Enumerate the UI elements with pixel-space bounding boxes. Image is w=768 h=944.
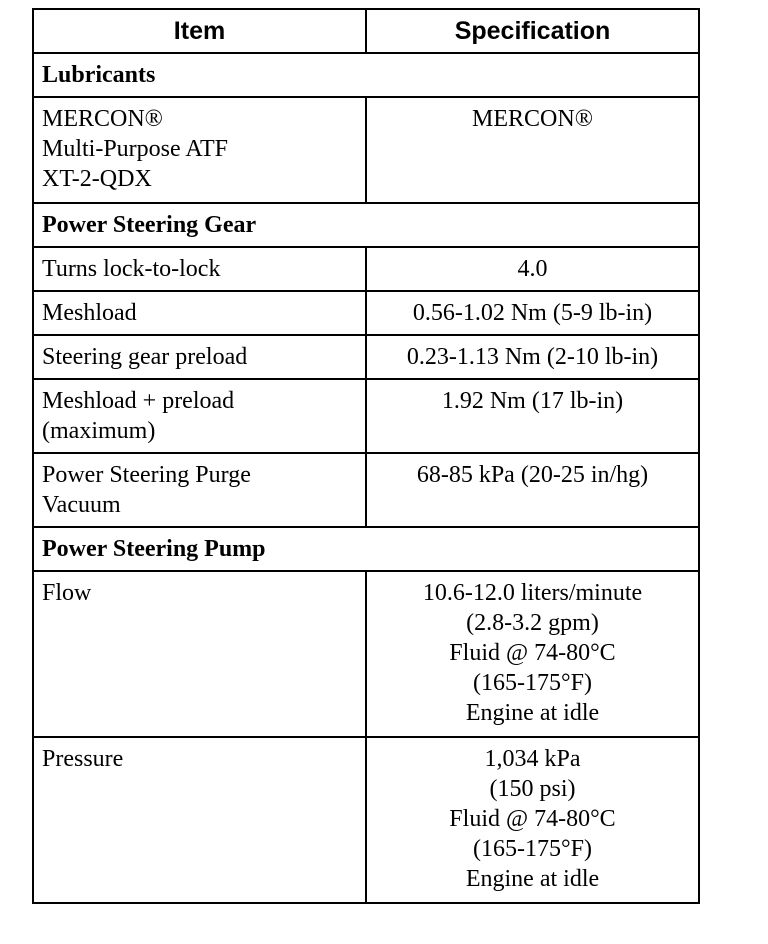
item-cell <box>33 247 366 291</box>
item-cell <box>33 737 366 903</box>
table-row <box>33 335 699 379</box>
item-line: Power Steering Purge <box>42 462 251 488</box>
spec-cell <box>366 291 699 335</box>
item-cell <box>33 453 366 527</box>
item-line: (maximum) <box>42 418 156 444</box>
spec-line: MERCON® <box>472 106 593 132</box>
table-row <box>33 247 699 291</box>
spec-line: 1.92 Nm (17 lb-in) <box>441 388 624 414</box>
item-line: MERCON® <box>42 106 163 132</box>
item-line: Steering gear preload <box>42 344 248 370</box>
spec-cell <box>366 335 699 379</box>
section-row-power-steering-pump <box>33 527 699 571</box>
table-row <box>33 97 699 203</box>
spec-cell <box>366 97 699 203</box>
spec-cell <box>366 453 699 527</box>
spec-line: 0.23-1.13 Nm (2-10 lb-in) <box>406 344 659 370</box>
item-line: Pressure <box>42 746 124 772</box>
spec-line: Fluid @ 74-80°C <box>449 640 616 666</box>
table-row <box>33 379 699 453</box>
item-line: Multi-Purpose ATF <box>42 136 229 162</box>
spec-cell <box>366 247 699 291</box>
header-row <box>33 9 699 53</box>
column-header-specification: Specification <box>366 9 699 53</box>
item-cell <box>33 379 366 453</box>
spec-cell <box>366 737 699 903</box>
spec-line: 1,034 kPa <box>484 746 581 772</box>
spec-line: 68-85 kPa (20-25 in/hg) <box>416 462 649 488</box>
item-line: Flow <box>42 580 92 606</box>
spec-line: 0.56-1.02 Nm (5-9 lb-in) <box>412 300 653 326</box>
spec-line: (165-175°F) <box>473 670 592 696</box>
spec-line: 4.0 <box>517 256 548 282</box>
table-row <box>33 737 699 903</box>
spec-line: Fluid @ 74-80°C <box>449 806 616 832</box>
item-cell <box>33 335 366 379</box>
section-row-lubricants <box>33 53 699 97</box>
item-cell <box>33 97 366 203</box>
spec-cell <box>366 571 699 737</box>
item-line: Meshload + preload <box>42 388 235 414</box>
spec-line: Engine at idle <box>465 866 600 892</box>
specification-table <box>32 8 700 904</box>
section-title: Power Steering Pump <box>33 527 699 571</box>
item-cell <box>33 291 366 335</box>
spec-line: 10.6-12.0 liters/minute <box>422 580 643 606</box>
column-header-item: Item <box>33 9 366 53</box>
item-line: Vacuum <box>42 492 121 518</box>
spec-cell <box>366 379 699 453</box>
spec-line: (165-175°F) <box>473 836 592 862</box>
table-row <box>33 453 699 527</box>
spec-line: Engine at idle <box>465 700 600 726</box>
spec-line: (2.8-3.2 gpm) <box>466 610 599 636</box>
item-line: Meshload <box>42 300 137 326</box>
section-title: Lubricants <box>33 53 699 97</box>
spec-line: (150 psi) <box>489 776 576 802</box>
table-row <box>33 571 699 737</box>
item-line: Turns lock-to-lock <box>42 256 221 282</box>
section-title: Power Steering Gear <box>33 203 699 247</box>
section-row-power-steering-gear <box>33 203 699 247</box>
item-cell <box>33 571 366 737</box>
item-line: XT-2-QDX <box>42 166 152 192</box>
table-row <box>33 291 699 335</box>
